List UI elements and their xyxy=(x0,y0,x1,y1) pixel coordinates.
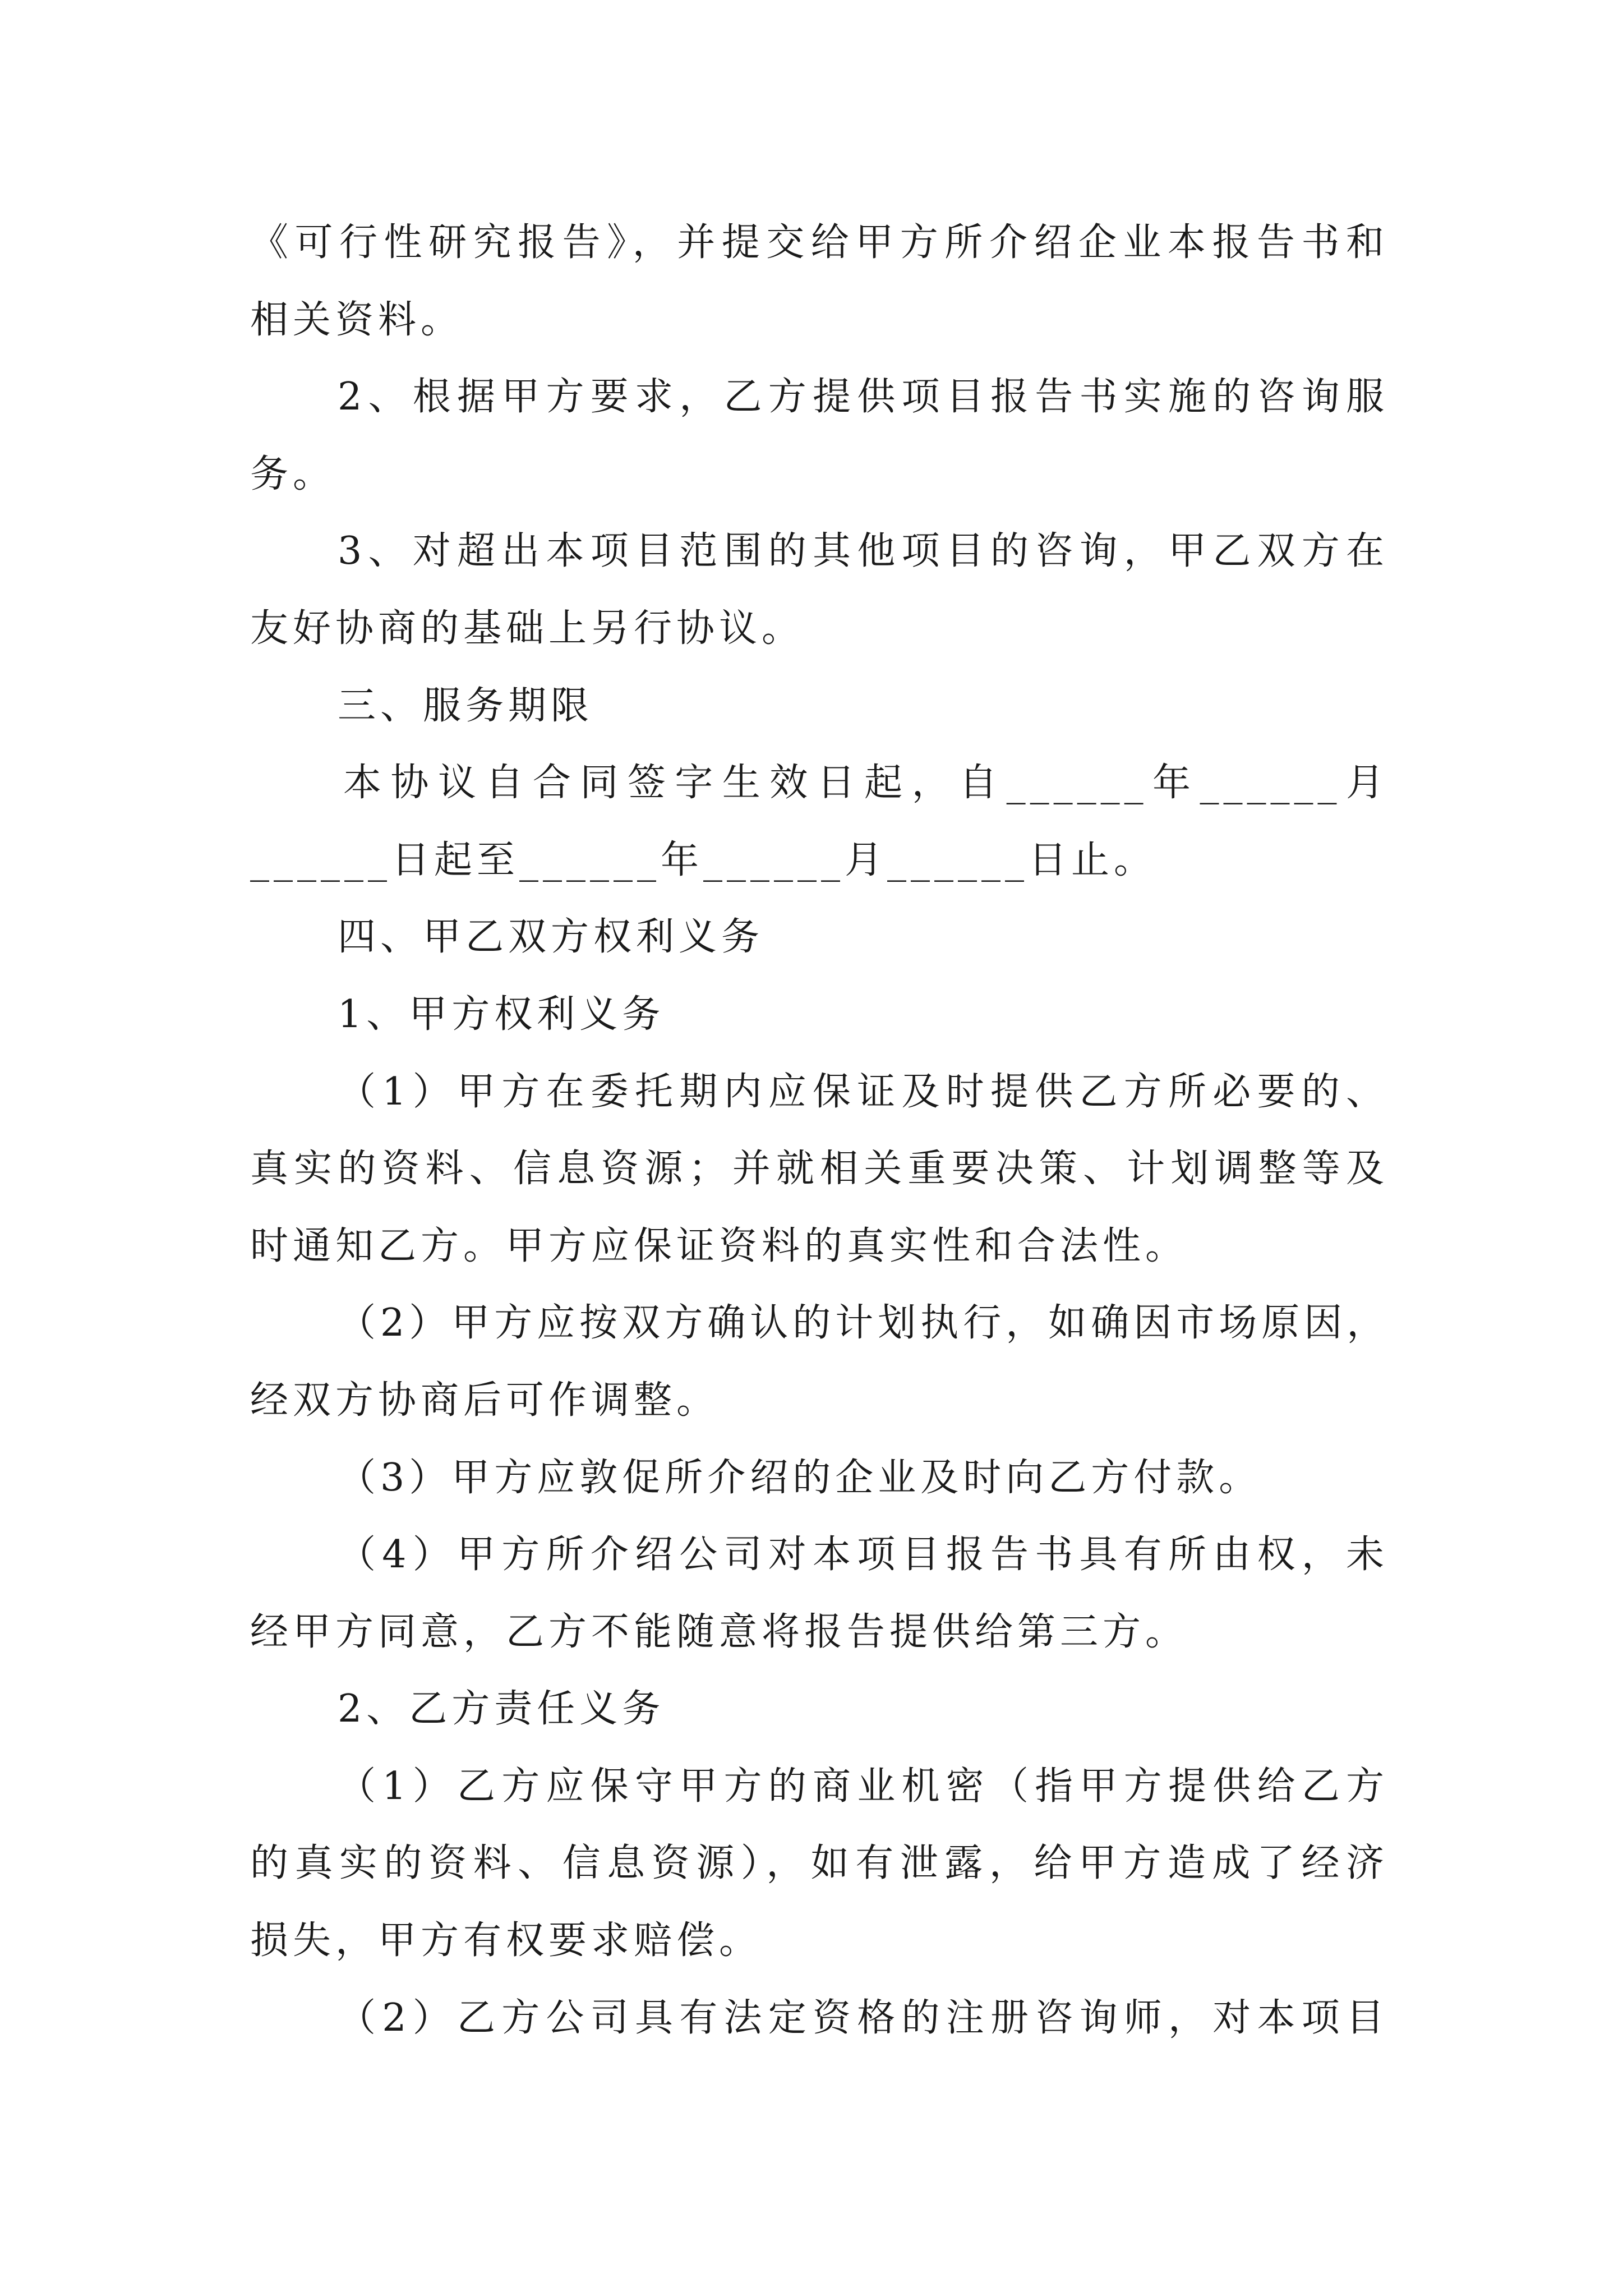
text-line: （1）乙方应保守甲方的商业机密（指甲方提供给乙方 xyxy=(338,1764,1389,1809)
text-line: 经甲方同意，乙方不能随意将报告提供给第三方。 xyxy=(250,1609,1188,1654)
text-line: （4）甲方所介绍公司对本项目报告书具有所由权，未 xyxy=(338,1533,1389,1577)
text-line: 的真实的资料、信息资源），如有泄露，给甲方造成了经济 xyxy=(250,1841,1389,1886)
text-line: ______日起至______年______月______日止。 xyxy=(250,838,1157,882)
text-line: （2）乙方公司具有法定资格的注册咨询师，对本项目 xyxy=(338,1995,1389,2040)
text-line: 时通知乙方。甲方应保证资料的真实性和合法性。 xyxy=(250,1223,1188,1268)
subsection-heading: 1、甲方权利义务 xyxy=(338,992,665,1037)
text-line: 3、对超出本项目范围的其他项目的咨询，甲乙双方在 xyxy=(338,529,1389,574)
text-line: （1）甲方在委托期内应保证及时提供乙方所必要的、 xyxy=(338,1069,1389,1114)
section-heading: 四、甲乙双方权利义务 xyxy=(338,915,764,960)
document-body xyxy=(250,204,1389,2056)
text-line: 真实的资料、信息资源；并就相关重要决策、计划调整等及 xyxy=(250,1147,1389,1191)
text-line: 本协议自合同签字生效日起，自______年______月 xyxy=(343,761,1389,806)
text-line: （2）甲方应按双方确认的计划执行，如确因市场原因， xyxy=(338,1301,1390,1346)
text-line: 经双方协商后可作调整。 xyxy=(250,1378,720,1423)
section-heading: 三、服务期限 xyxy=(338,683,594,728)
text-line: 《可行性研究报告》，并提交给甲方所介绍企业本报告书和 xyxy=(250,220,1389,265)
subsection-heading: 2、乙方责任义务 xyxy=(338,1687,665,1732)
text-line: （3）甲方应敦促所介绍的企业及时向乙方付款。 xyxy=(338,1455,1262,1500)
text-line: 2、根据甲方要求，乙方提供项目报告书实施的咨询服 xyxy=(338,375,1389,420)
text-line: 损失，甲方有权要求赔偿。 xyxy=(250,1918,762,1963)
text-line: 务。 xyxy=(250,452,336,496)
text-line: 相关资料。 xyxy=(250,297,464,342)
text-line: 友好协商的基础上另行协议。 xyxy=(250,606,805,651)
